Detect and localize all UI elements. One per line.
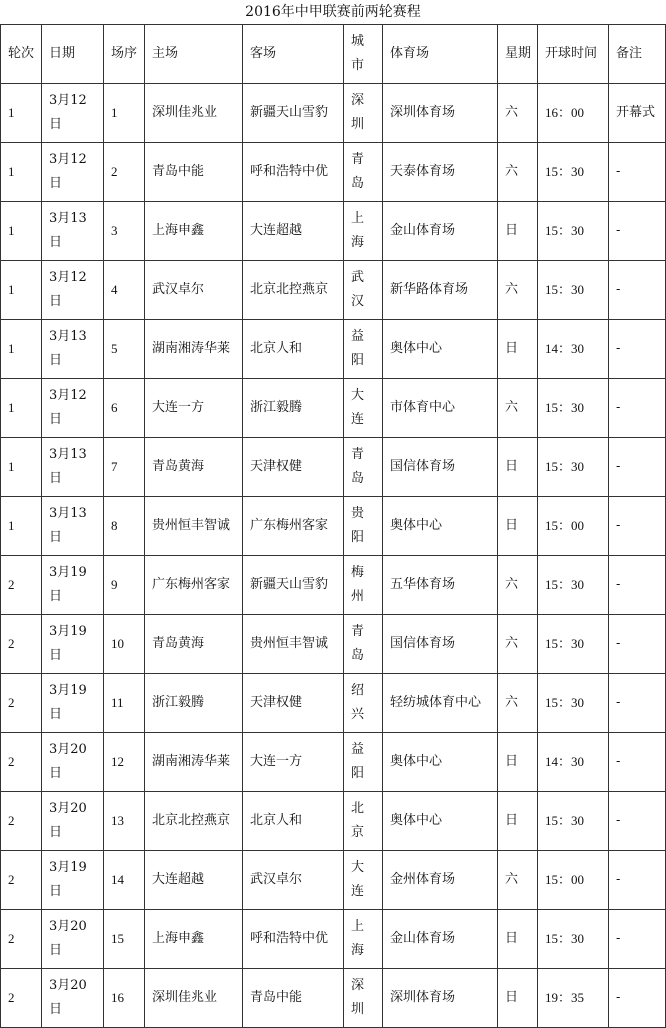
home-team-cell: 湖南湘涛华莱 (145, 320, 243, 379)
weekday-cell: 日 (498, 733, 538, 792)
stadium-cell: 金州体育场 (383, 851, 498, 910)
away-team-cell: 大连一方 (243, 733, 344, 792)
page-title: 2016年中甲联赛前两轮赛程 (245, 4, 421, 20)
note-cell: - (609, 379, 666, 438)
weekday-cell: 日 (498, 202, 538, 261)
date-cell: 3月12日 (42, 84, 104, 143)
match-number-cell: 13 (104, 792, 145, 851)
stadium-cell: 深圳体育场 (383, 84, 498, 143)
away-team-cell: 武汉卓尔 (243, 851, 344, 910)
round-cell: 2 (1, 674, 42, 733)
header-note: 备注 (609, 25, 666, 84)
table-row (1, 910, 666, 969)
kickoff-time-cell: 15：30 (538, 792, 609, 851)
note-cell: - (609, 733, 666, 792)
away-team-cell: 贵州恒丰智诚 (243, 615, 344, 674)
away-team-cell: 北京北控燕京 (243, 261, 344, 320)
city-cell: 深圳 (344, 84, 383, 143)
city-cell: 上海 (344, 202, 383, 261)
kickoff-time-cell: 14：30 (538, 733, 609, 792)
kickoff-time-cell: 15：30 (538, 910, 609, 969)
note-cell: - (609, 202, 666, 261)
table-row (1, 615, 666, 674)
match-number-cell: 12 (104, 733, 145, 792)
match-number-cell: 3 (104, 202, 145, 261)
away-team-cell: 北京人和 (243, 792, 344, 851)
note-cell: - (609, 792, 666, 851)
table-row (1, 438, 666, 497)
match-number-cell: 11 (104, 674, 145, 733)
match-number-cell: 2 (104, 143, 145, 202)
round-cell: 2 (1, 910, 42, 969)
date-cell: 3月19日 (42, 615, 104, 674)
table-row (1, 143, 666, 202)
match-number-cell: 6 (104, 379, 145, 438)
kickoff-time-cell: 15：00 (538, 497, 609, 556)
match-number-cell: 10 (104, 615, 145, 674)
city-cell: 上海 (344, 910, 383, 969)
note-cell: - (609, 320, 666, 379)
stadium-cell: 奥体中心 (383, 497, 498, 556)
table-row (1, 792, 666, 851)
note-cell: - (609, 969, 666, 1028)
note-cell: - (609, 497, 666, 556)
round-cell: 1 (1, 261, 42, 320)
header-match-number: 场序 (104, 25, 145, 84)
header-date: 日期 (42, 25, 104, 84)
date-cell: 3月20日 (42, 969, 104, 1028)
match-number-cell: 5 (104, 320, 145, 379)
date-cell: 3月20日 (42, 792, 104, 851)
home-team-cell: 湖南湘涛华莱 (145, 733, 243, 792)
date-cell: 3月20日 (42, 910, 104, 969)
date-cell: 3月13日 (42, 202, 104, 261)
header-weekday: 星期 (498, 25, 538, 84)
weekday-cell: 日 (498, 438, 538, 497)
kickoff-time-cell: 14：30 (538, 320, 609, 379)
match-number-cell: 16 (104, 969, 145, 1028)
home-team-cell: 大连超越 (145, 851, 243, 910)
round-cell: 2 (1, 615, 42, 674)
match-number-cell: 15 (104, 910, 145, 969)
date-cell: 3月13日 (42, 497, 104, 556)
kickoff-time-cell: 15：30 (538, 379, 609, 438)
stadium-cell: 金山体育场 (383, 910, 498, 969)
home-team-cell: 武汉卓尔 (145, 261, 243, 320)
table-row (1, 969, 666, 1028)
away-team-cell: 广东梅州客家 (243, 497, 344, 556)
table-row (1, 497, 666, 556)
match-number-cell: 1 (104, 84, 145, 143)
note-cell: - (609, 910, 666, 969)
header-city: 城市 (344, 25, 383, 84)
stadium-cell: 五华体育场 (383, 556, 498, 615)
city-cell: 青岛 (344, 438, 383, 497)
match-number-cell: 8 (104, 497, 145, 556)
weekday-cell: 六 (498, 556, 538, 615)
weekday-cell: 日 (498, 910, 538, 969)
date-cell: 3月19日 (42, 851, 104, 910)
match-number-cell: 9 (104, 556, 145, 615)
weekday-cell: 日 (498, 320, 538, 379)
note-cell: - (609, 615, 666, 674)
stadium-cell: 轻纺城体育中心 (383, 674, 498, 733)
away-team-cell: 浙江毅腾 (243, 379, 344, 438)
kickoff-time-cell: 15：30 (538, 143, 609, 202)
round-cell: 2 (1, 792, 42, 851)
away-team-cell: 新疆天山雪豹 (243, 556, 344, 615)
round-cell: 1 (1, 438, 42, 497)
away-team-cell: 大连超越 (243, 202, 344, 261)
away-team-cell: 青岛中能 (243, 969, 344, 1028)
weekday-cell: 六 (498, 143, 538, 202)
weekday-cell: 六 (498, 615, 538, 674)
city-cell: 青岛 (344, 143, 383, 202)
round-cell: 1 (1, 320, 42, 379)
date-cell: 3月13日 (42, 320, 104, 379)
note-cell: - (609, 438, 666, 497)
table-row (1, 674, 666, 733)
kickoff-time-cell: 15：30 (538, 674, 609, 733)
weekday-cell: 六 (498, 674, 538, 733)
away-team-cell: 天津权健 (243, 438, 344, 497)
date-cell: 3月12日 (42, 143, 104, 202)
table-row (1, 261, 666, 320)
home-team-cell: 深圳佳兆业 (145, 969, 243, 1028)
date-cell: 3月19日 (42, 556, 104, 615)
header-stadium: 体育场 (383, 25, 498, 84)
home-team-cell: 青岛黄海 (145, 438, 243, 497)
city-cell: 北京 (344, 792, 383, 851)
home-team-cell: 上海申鑫 (145, 910, 243, 969)
table-row (1, 379, 666, 438)
table-row (1, 320, 666, 379)
city-cell: 梅州 (344, 556, 383, 615)
note-cell: 开幕式 (609, 84, 666, 143)
home-team-cell: 北京北控燕京 (145, 792, 243, 851)
away-team-cell: 天津权健 (243, 674, 344, 733)
date-cell: 3月12日 (42, 379, 104, 438)
kickoff-time-cell: 19：35 (538, 969, 609, 1028)
stadium-cell: 新华路体育场 (383, 261, 498, 320)
round-cell: 1 (1, 143, 42, 202)
table-row (1, 851, 666, 910)
date-cell: 3月12日 (42, 261, 104, 320)
home-team-cell: 贵州恒丰智诚 (145, 497, 243, 556)
away-team-cell: 呼和浩特中优 (243, 910, 344, 969)
city-cell: 绍兴 (344, 674, 383, 733)
city-cell: 大连 (344, 379, 383, 438)
date-cell: 3月19日 (42, 674, 104, 733)
kickoff-time-cell: 15：30 (538, 615, 609, 674)
home-team-cell: 上海申鑫 (145, 202, 243, 261)
kickoff-time-cell: 15：30 (538, 202, 609, 261)
note-cell: - (609, 261, 666, 320)
header-kickoff-time: 开球时间 (538, 25, 609, 84)
away-team-cell: 北京人和 (243, 320, 344, 379)
schedule-body (1, 84, 666, 1028)
stadium-cell: 奥体中心 (383, 792, 498, 851)
table-row (1, 556, 666, 615)
stadium-cell: 金山体育场 (383, 202, 498, 261)
header-row (1, 25, 666, 84)
round-cell: 1 (1, 202, 42, 261)
match-number-cell: 7 (104, 438, 145, 497)
city-cell: 贵阳 (344, 497, 383, 556)
round-cell: 1 (1, 379, 42, 438)
home-team-cell: 大连一方 (145, 379, 243, 438)
schedule-table (0, 24, 666, 1028)
city-cell: 武汉 (344, 261, 383, 320)
table-row (1, 733, 666, 792)
stadium-cell: 奥体中心 (383, 733, 498, 792)
city-cell: 大连 (344, 851, 383, 910)
stadium-cell: 国信体育场 (383, 438, 498, 497)
home-team-cell: 浙江毅腾 (145, 674, 243, 733)
city-cell: 益阳 (344, 320, 383, 379)
kickoff-time-cell: 15：30 (538, 438, 609, 497)
away-team-cell: 呼和浩特中优 (243, 143, 344, 202)
home-team-cell: 青岛中能 (145, 143, 243, 202)
round-cell: 1 (1, 84, 42, 143)
stadium-cell: 市体育中心 (383, 379, 498, 438)
date-cell: 3月13日 (42, 438, 104, 497)
home-team-cell: 广东梅州客家 (145, 556, 243, 615)
note-cell: - (609, 851, 666, 910)
weekday-cell: 六 (498, 261, 538, 320)
note-cell: - (609, 143, 666, 202)
round-cell: 2 (1, 969, 42, 1028)
weekday-cell: 六 (498, 84, 538, 143)
away-team-cell: 新疆天山雪豹 (243, 84, 344, 143)
round-cell: 2 (1, 733, 42, 792)
kickoff-time-cell: 16：00 (538, 84, 609, 143)
stadium-cell: 奥体中心 (383, 320, 498, 379)
table-row (1, 84, 666, 143)
note-cell: - (609, 556, 666, 615)
weekday-cell: 日 (498, 497, 538, 556)
kickoff-time-cell: 15：30 (538, 261, 609, 320)
kickoff-time-cell: 15：30 (538, 556, 609, 615)
match-number-cell: 14 (104, 851, 145, 910)
city-cell: 益阳 (344, 733, 383, 792)
header-away-team: 客场 (243, 25, 344, 84)
header-home-team: 主场 (145, 25, 243, 84)
round-cell: 1 (1, 497, 42, 556)
stadium-cell: 国信体育场 (383, 615, 498, 674)
table-row (1, 202, 666, 261)
match-number-cell: 4 (104, 261, 145, 320)
date-cell: 3月20日 (42, 733, 104, 792)
stadium-cell: 深圳体育场 (383, 969, 498, 1028)
round-cell: 2 (1, 851, 42, 910)
weekday-cell: 六 (498, 851, 538, 910)
city-cell: 深圳 (344, 969, 383, 1028)
home-team-cell: 青岛黄海 (145, 615, 243, 674)
stadium-cell: 天泰体育场 (383, 143, 498, 202)
home-team-cell: 深圳佳兆业 (145, 84, 243, 143)
weekday-cell: 日 (498, 969, 538, 1028)
kickoff-time-cell: 15：00 (538, 851, 609, 910)
weekday-cell: 六 (498, 379, 538, 438)
note-cell: - (609, 674, 666, 733)
header-round: 轮次 (1, 25, 42, 84)
city-cell: 青岛 (344, 615, 383, 674)
weekday-cell: 日 (498, 792, 538, 851)
round-cell: 2 (1, 556, 42, 615)
